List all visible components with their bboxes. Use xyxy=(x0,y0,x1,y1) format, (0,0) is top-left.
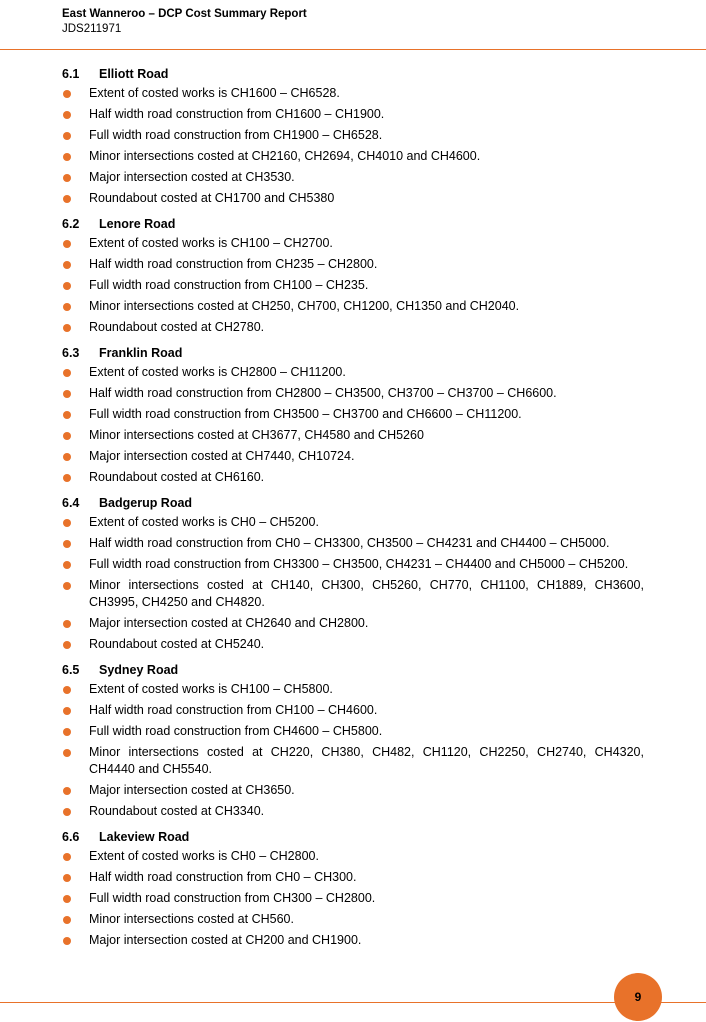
list-item-text: Roundabout costed at CH2780. xyxy=(89,320,265,334)
section-heading xyxy=(62,64,644,84)
section-6-4 xyxy=(62,493,644,653)
list-item xyxy=(62,298,644,315)
list-item xyxy=(62,556,644,573)
bullet-dot-icon xyxy=(63,195,71,203)
list-item xyxy=(62,702,644,719)
list-item-text: Full width road construction from CH100 – CH235. xyxy=(89,278,369,292)
bullet-dot-icon xyxy=(63,540,71,548)
page-number-badge xyxy=(614,973,662,1021)
list-item-text: Full width road construction from CH1900 – CH6528. xyxy=(89,128,383,142)
bullet-dot-icon xyxy=(63,369,71,377)
list-item-text: Full width road construction from CH3500 – CH3700 and CH6600 – CH11200. xyxy=(89,407,522,421)
bullet-list xyxy=(62,681,644,820)
bullet-dot-icon xyxy=(63,174,71,182)
bullet-list xyxy=(62,364,644,486)
list-item-text: Extent of costed works is CH0 – CH2800. xyxy=(89,849,319,863)
list-item xyxy=(62,256,644,273)
bullet-dot-icon xyxy=(63,874,71,882)
list-item-text: Half width road construction from CH100 – CH4600. xyxy=(89,703,378,717)
bullet-dot-icon xyxy=(63,728,71,736)
section-title: Lenore Road xyxy=(99,217,176,231)
bullet-dot-icon xyxy=(63,582,71,590)
list-item xyxy=(62,148,644,165)
bullet-dot-icon xyxy=(63,261,71,269)
section-number: 6.6 xyxy=(62,830,80,844)
bullet-dot-icon xyxy=(63,916,71,924)
footer-divider xyxy=(0,1002,706,1003)
list-item xyxy=(62,190,644,207)
section-6-6 xyxy=(62,827,644,949)
list-item-text: Minor intersections costed at CH3677, CH4580 and CH5260 xyxy=(89,428,424,442)
list-item-text: Half width road construction from CH0 – CH300. xyxy=(89,870,357,884)
list-item-text: Major intersection costed at CH200 and CH1900. xyxy=(89,933,362,947)
section-heading xyxy=(62,214,644,234)
list-item-text: Major intersection costed at CH3650. xyxy=(89,783,295,797)
list-item xyxy=(62,890,644,907)
list-item xyxy=(62,615,644,632)
list-item-text: Full width road construction from CH300 – CH2800. xyxy=(89,891,376,905)
list-item-text: Minor intersections costed at CH220, CH380, CH482, CH1120, CH2250, CH2740, CH4320, CH4440 and CH5540. xyxy=(89,745,644,776)
section-6-5 xyxy=(62,660,644,820)
list-item xyxy=(62,406,644,423)
list-item-text: Roundabout costed at CH5240. xyxy=(89,637,265,651)
list-item xyxy=(62,448,644,465)
section-6-1 xyxy=(62,64,644,207)
section-number: 6.4 xyxy=(62,496,80,510)
bullet-dot-icon xyxy=(63,303,71,311)
bullet-dot-icon xyxy=(63,411,71,419)
bullet-dot-icon xyxy=(63,561,71,569)
bullet-dot-icon xyxy=(63,641,71,649)
list-item-text: Half width road construction from CH0 – CH3300, CH3500 – CH4231 and CH4400 – CH5000. xyxy=(89,536,610,550)
section-title: Badgerup Road xyxy=(99,496,193,510)
list-item-text: Half width road construction from CH235 – CH2800. xyxy=(89,257,378,271)
section-title: Elliott Road xyxy=(99,67,169,81)
bullet-list xyxy=(62,235,644,336)
bullet-dot-icon xyxy=(63,153,71,161)
bullet-dot-icon xyxy=(63,324,71,332)
section-number: 6.2 xyxy=(62,217,80,231)
list-item xyxy=(62,681,644,698)
bullet-dot-icon xyxy=(63,853,71,861)
page-number: 9 xyxy=(634,990,642,1004)
section-heading xyxy=(62,660,644,680)
list-item-text: Major intersection costed at CH2640 and CH2800. xyxy=(89,616,369,630)
list-item xyxy=(62,848,644,865)
bullet-list xyxy=(62,514,644,653)
section-heading xyxy=(62,827,644,847)
list-item-text: Extent of costed works is CH2800 – CH11200. xyxy=(89,365,346,379)
bullet-list xyxy=(62,85,644,207)
section-6-2 xyxy=(62,214,644,336)
list-item xyxy=(62,277,644,294)
bullet-dot-icon xyxy=(63,895,71,903)
list-item xyxy=(62,127,644,144)
bullet-dot-icon xyxy=(63,808,71,816)
list-item-text: Major intersection costed at CH3530. xyxy=(89,170,295,184)
bullet-dot-icon xyxy=(63,519,71,527)
section-title: Franklin Road xyxy=(99,346,183,360)
list-item xyxy=(62,932,644,949)
page-header xyxy=(62,7,662,36)
list-item-text: Extent of costed works is CH0 – CH5200. xyxy=(89,515,319,529)
section-heading xyxy=(62,493,644,513)
bullet-dot-icon xyxy=(63,432,71,440)
list-item-text: Full width road construction from CH3300 – CH3500, CH4231 – CH4400 and CH5000 – CH5200. xyxy=(89,557,629,571)
list-item xyxy=(62,869,644,886)
report-title: East Wanneroo – DCP Cost Summary Report xyxy=(62,8,307,20)
list-item xyxy=(62,319,644,336)
list-item xyxy=(62,723,644,740)
list-item xyxy=(62,535,644,552)
list-item xyxy=(62,235,644,252)
bullet-dot-icon xyxy=(63,111,71,119)
header-divider xyxy=(0,49,706,50)
bullet-dot-icon xyxy=(63,453,71,461)
bullet-dot-icon xyxy=(63,787,71,795)
list-item xyxy=(62,427,644,444)
section-heading xyxy=(62,343,644,363)
bullet-dot-icon xyxy=(63,474,71,482)
list-item xyxy=(62,169,644,186)
list-item-text: Minor intersections costed at CH250, CH700, CH1200, CH1350 and CH2040. xyxy=(89,299,520,313)
list-item xyxy=(62,636,644,653)
list-item-text: Extent of costed works is CH100 – CH2700. xyxy=(89,236,333,250)
list-item xyxy=(62,577,644,611)
bullet-dot-icon xyxy=(63,749,71,757)
list-item-text: Full width road construction from CH4600 – CH5800. xyxy=(89,724,383,738)
section-number: 6.1 xyxy=(62,67,80,81)
list-item xyxy=(62,911,644,928)
section-6-3 xyxy=(62,343,644,486)
document-body xyxy=(62,64,644,953)
bullet-dot-icon xyxy=(63,620,71,628)
list-item xyxy=(62,385,644,402)
bullet-dot-icon xyxy=(63,240,71,248)
list-item-text: Half width road construction from CH2800 – CH3500, CH3700 – CH3700 – CH6600. xyxy=(89,386,557,400)
list-item-text: Extent of costed works is CH1600 – CH6528. xyxy=(89,86,340,100)
section-number: 6.3 xyxy=(62,346,80,360)
list-item xyxy=(62,106,644,123)
bullet-dot-icon xyxy=(63,132,71,140)
list-item xyxy=(62,514,644,531)
section-number: 6.5 xyxy=(62,663,80,677)
bullet-dot-icon xyxy=(63,937,71,945)
list-item-text: Roundabout costed at CH1700 and CH5380 xyxy=(89,191,335,205)
list-item-text: Roundabout costed at CH3340. xyxy=(89,804,265,818)
list-item xyxy=(62,803,644,820)
list-item-text: Minor intersections costed at CH140, CH300, CH5260, CH770, CH1100, CH1889, CH3600, CH3995, CH4250 and CH4820. xyxy=(89,578,644,609)
bullet-list xyxy=(62,848,644,949)
list-item xyxy=(62,744,644,778)
list-item xyxy=(62,782,644,799)
list-item xyxy=(62,364,644,381)
section-title: Lakeview Road xyxy=(99,830,190,844)
bullet-dot-icon xyxy=(63,390,71,398)
list-item-text: Minor intersections costed at CH560. xyxy=(89,912,294,926)
report-reference: JDS211971 xyxy=(62,23,122,35)
bullet-dot-icon xyxy=(63,90,71,98)
list-item xyxy=(62,85,644,102)
section-title: Sydney Road xyxy=(99,663,179,677)
list-item-text: Minor intersections costed at CH2160, CH2694, CH4010 and CH4600. xyxy=(89,149,481,163)
list-item-text: Major intersection costed at CH7440, CH10724. xyxy=(89,449,355,463)
bullet-dot-icon xyxy=(63,282,71,290)
list-item-text: Extent of costed works is CH100 – CH5800. xyxy=(89,682,333,696)
list-item xyxy=(62,469,644,486)
bullet-dot-icon xyxy=(63,686,71,694)
list-item-text: Half width road construction from CH1600 – CH1900. xyxy=(89,107,385,121)
bullet-dot-icon xyxy=(63,707,71,715)
list-item-text: Roundabout costed at CH6160. xyxy=(89,470,265,484)
